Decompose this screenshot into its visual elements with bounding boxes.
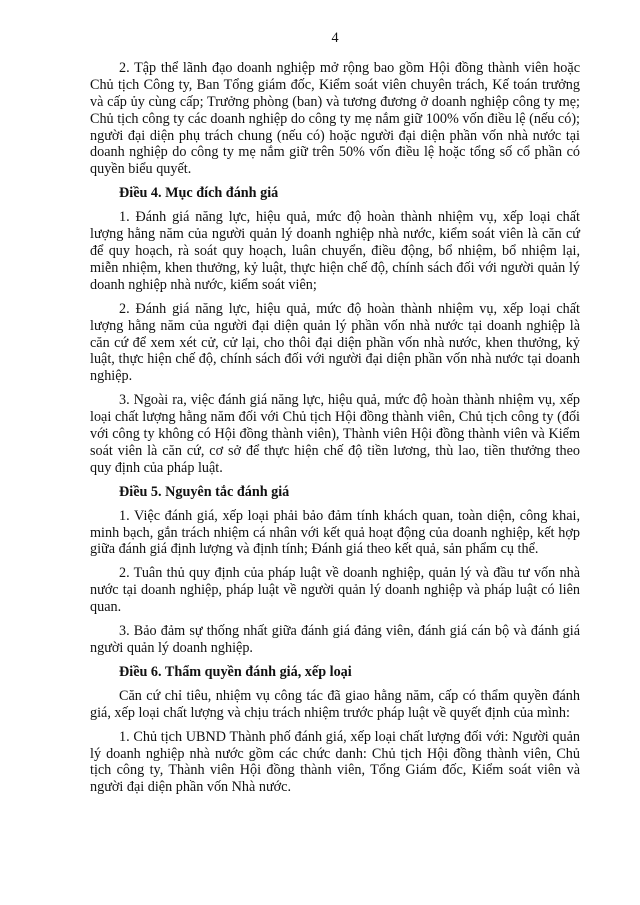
paragraph: 2. Tập thể lãnh đạo doanh nghiệp mở rộng bao gồm Hội đồng thành viên hoặc Chủ tịch Công ty, Ban Tổng giám đốc, Kiểm soát viên chuyên trách, Kế toán trưởng và cấp ủy cùng cấp; Trưởng phòng (ban) và tương đương ở doanh nghiệp công ty mẹ; Chủ tịch công ty các doanh nghiệp do công ty mẹ nắm giữ 100% vốn điều lệ (nếu có); người đại diện phụ trách chung (nếu có) hoặc người đại diện phần vốn nhà nước tại doanh nghiệp do công ty mẹ nắm giữ trên 50% vốn điều lệ hoặc tổng số cổ phần có quyền biểu quyết. xyxy=(90,59,580,178)
page-number: 4 xyxy=(331,30,339,46)
article-heading: Điều 6. Thẩm quyền đánh giá, xếp loại xyxy=(119,663,352,680)
paragraph: 1. Đánh giá năng lực, hiệu quả, mức độ hoàn thành nhiệm vụ, xếp loại chất lượng hằng năm của người quản lý doanh nghiệp nhà nước, kiểm soát viên là căn cứ để quy hoạch, rà soát quy hoạch, luân chuyển, điều động, bổ nhiệm, bổ nhiệm lại, miễn nhiệm, khen thưởng, kỷ luật, thực hiện chế độ, chính sách đối với người quản lý doanh nghiệp nhà nước, kiểm soát viên; xyxy=(90,209,580,293)
paragraph: Căn cứ chỉ tiêu, nhiệm vụ công tác đã giao hằng năm, cấp có thẩm quyền đánh giá, xếp loại chất lượng và chịu trách nhiệm trước pháp luật về quyết định của mình: xyxy=(90,687,580,721)
paragraph: 2. Tuân thủ quy định của pháp luật về doanh nghiệp, quản lý và đầu tư vốn nhà nước tại doanh nghiệp, pháp luật về người quản lý doanh nghiệp và pháp luật có liên quan. xyxy=(90,565,580,616)
paragraph: 2. Đánh giá năng lực, hiệu quả, mức độ hoàn thành nhiệm vụ, xếp loại chất lượng hằng năm của người đại diện quản lý phần vốn nhà nước tại doanh nghiệp là căn cứ để xem xét cử, cử lại, cho thôi đại diện phần vốn nhà nước, khen thưởng, kỷ luật, thực hiện chế độ, chính sách đối với người đại diện phần vốn nhà nước tại doanh nghiệp. xyxy=(90,300,580,385)
paragraph: 3. Bảo đảm sự thống nhất giữa đánh giá đảng viên, đánh giá cán bộ và đánh giá người quản lý doanh nghiệp. xyxy=(90,623,580,656)
article-heading: Điều 5. Nguyên tắc đánh giá xyxy=(119,483,290,500)
paragraph: 1. Việc đánh giá, xếp loại phải bảo đảm tính khách quan, toàn diện, công khai, minh bạch, gắn trách nhiệm cá nhân với kết quả hoạt động của doanh nghiệp, kết hợp giữa đánh giá định lượng và định tính; Đánh giá theo kết quả, sản phẩm cụ thể. xyxy=(90,507,580,558)
article-heading: Điều 4. Mục đích đánh giá xyxy=(119,185,279,202)
paragraph: 1. Chủ tịch UBND Thành phố đánh giá, xếp loại chất lượng đối với: Người quản lý doanh nghiệp nhà nước gồm các chức danh: Chủ tịch Hội đồng thành viên, Chủ tịch công ty, Thành viên Hội đồng thành viên, Tổng Giám đốc, Kiểm soát viên và người đại diện phần vốn Nhà nước. xyxy=(90,728,580,796)
paragraph: 3. Ngoài ra, việc đánh giá năng lực, hiệu quả, mức độ hoàn thành nhiệm vụ, xếp loại chất lượng hằng năm đối với Chủ tịch Hội đồng thành viên, Chủ tịch công ty (đối với công ty không có Hội đồng thành viên), Thành viên Hội đồng thành viên và Kiểm soát viên là căn cứ, cơ sở để thực hiện chế độ tiền lương, thù lao, tiền thưởng theo quy định của pháp luật. xyxy=(90,392,580,476)
